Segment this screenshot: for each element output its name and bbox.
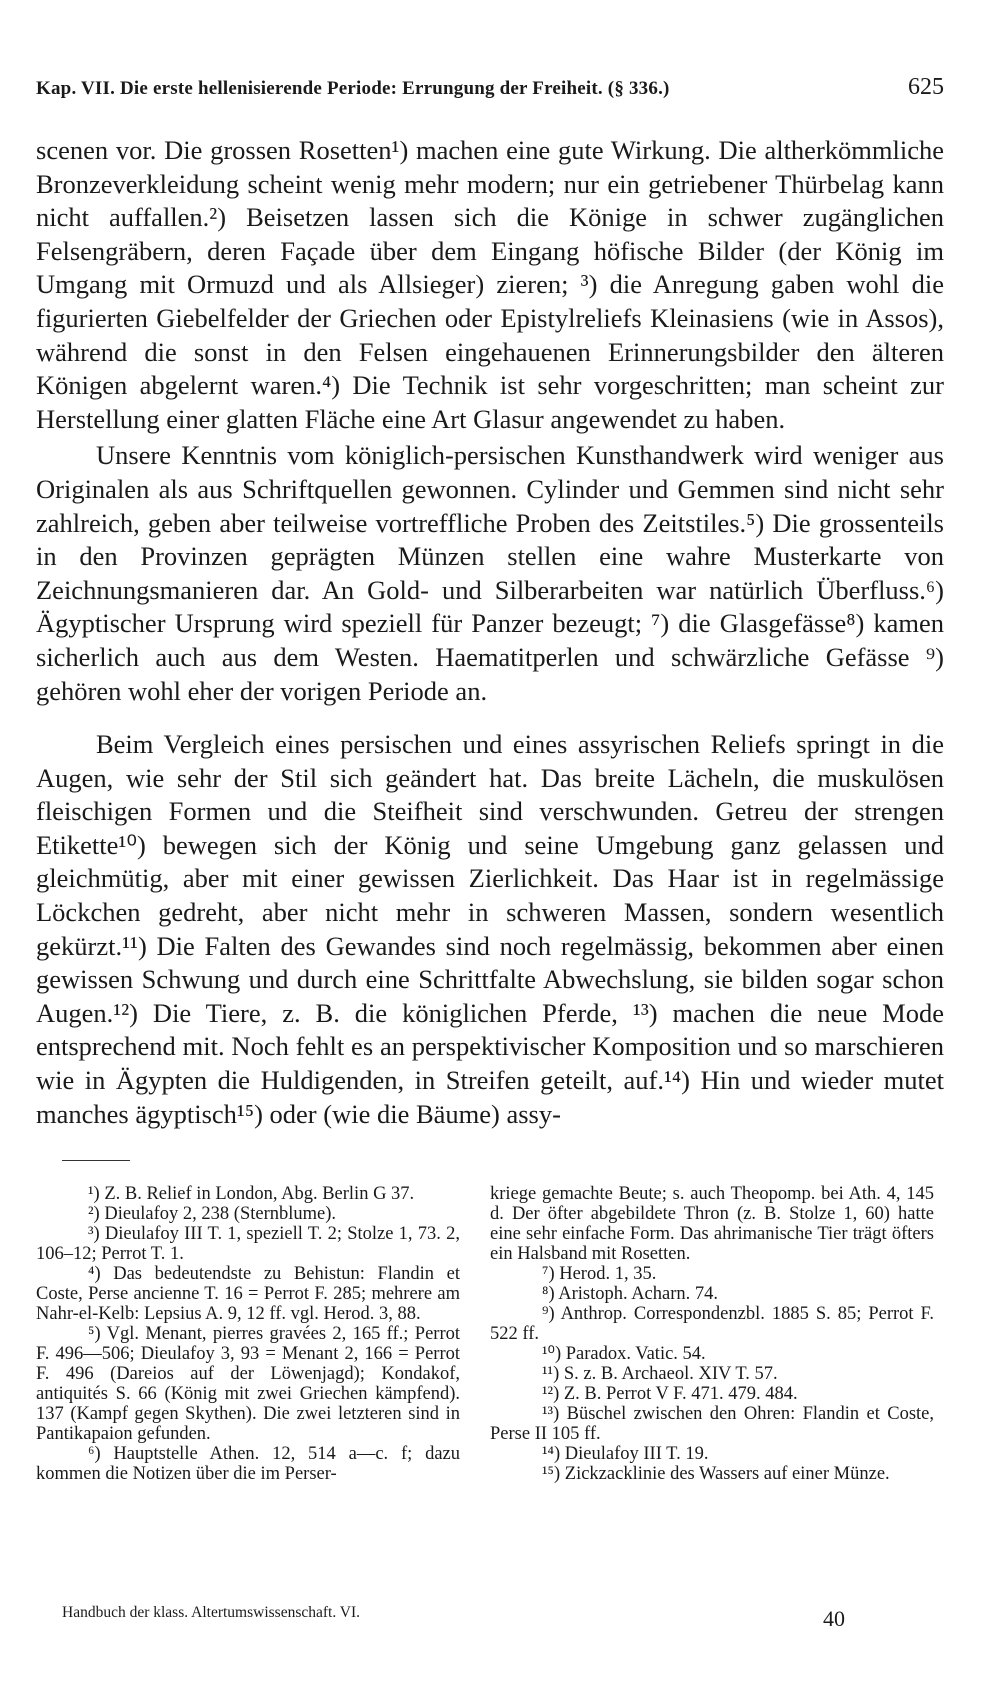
footnote: ¹³) Büschel zwischen den Ohren: Flandin et Coste, Perse II 105 ff.: [490, 1404, 934, 1444]
main-text: [36, 134, 944, 1131]
footnote: ¹¹) S. z. B. Archaeol. XIV T. 57.: [542, 1364, 778, 1384]
footnote: ³) Dieulafoy III T. 1, speziell T. 2; Stolze 1, 73. 2, 106–12; Perrot T. 1.: [36, 1224, 460, 1264]
page-number: 625: [908, 74, 944, 100]
signature-mark: 40: [823, 1606, 845, 1631]
running-title: Kap. VII. Die erste hellenisierende Periode: Errungung der Freiheit. (§ 336.): [36, 78, 670, 99]
footnote: ⁷) Herod. 1, 35.: [542, 1264, 657, 1284]
paragraph: Unsere Kenntnis vom königlich-persischen Kunsthandwerk wird weniger aus Originalen als aus Schriftquellen gewonnen. Cylinder und Gemmen sind nicht sehr zahlreich, geben aber teilweise vortreffliche Proben des Zeitstiles.⁵) Die grossenteils in den Provinzen geprägten Münzen stellen eine wahre Musterkarte von Zeichnungsmanieren dar. An Gold- und Silberarbeiten war natürlich Überfluss.⁶) Ägyptischer Ursprung wird speziell für Panzer bezeugt; ⁷) die Glasgefässe⁸) kamen sicherlich auch aus dem Westen. Haematitperlen und schwärzliche Gefässe ⁹) gehören wohl eher der vorigen Periode an.: [36, 440, 944, 706]
paragraph: scenen vor. Die grossen Rosetten¹) machen eine gute Wirkung. Die altherkömmliche Bronzeverkleidung scheint wenig mehr modern; nur ein getriebener Thürbelag kann nicht auffallen.²) Beisetzen lassen sich die Könige in schwer zugänglichen Felsengräbern, deren Façade über dem Eingang höfische Bilder (der König im Umgang mit Ormuzd und als Allsieger) zieren; ³) die Anregung gaben wohl die figurierten Giebelfelder der Griechen oder Epistylreliefs Kleinasiens (wie in Assos), während die sonst in den Felsen eingehauenen Erinnerungsbilder den älteren Königen abgelernt waren.⁴) Die Technik ist sehr vorgeschritten; man scheint zur Herstellung einer glatten Fläche eine Art Glasur angewendet zu haben.: [36, 135, 944, 434]
footnote: ⁵) Vgl. Menant, pierres gravées 2, 165 ff.; Perrot F. 496—506; Dieulafoy 3, 93 = Menant 2, 166 = Perrot F. 496 (Dareios auf der Löwenjagd); Kondakof, antiquités S. 66 (König mit zwei Griechen kämpfend). 137 (Kampf gegen Skythen). Die zwei letzteren sind in Pantikapaion gefunden.: [36, 1324, 460, 1444]
footer-line: Handbuch der klass. Altertumswissenschaft. VI.: [62, 1604, 361, 1621]
footnotes-left-column: [36, 1184, 460, 1484]
footnote: ¹⁰) Paradox. Vatic. 54.: [542, 1344, 706, 1364]
footnote-rule: [62, 1160, 130, 1161]
footnote: ²) Dieulafoy 2, 238 (Sternblume).: [88, 1204, 337, 1224]
footnote: ⁶) Hauptstelle Athen. 12, 514 a—c. f; dazu kommen die Notizen über die im Perser-: [36, 1444, 460, 1484]
footnote: ¹⁵) Zickzacklinie des Wassers auf einer Münze.: [542, 1464, 890, 1484]
footnote: ¹²) Z. B. Perrot V F. 471. 479. 484.: [542, 1384, 798, 1404]
footnote: ¹) Z. B. Relief in London, Abg. Berlin G 37.: [88, 1184, 415, 1204]
paragraph: Beim Vergleich eines persischen und eines assyrischen Reliefs springt in die Augen, wie sehr der Stil sich geändert hat. Das breite Lächeln, die muskulösen fleischigen Formen und die Steifheit sind verschwunden. Getreu der strengen Etikette¹⁰) bewegen sich der König und seine Umgebung ganz gelassen und gleichmütig, aber mit einer gewissen Zierlichkeit. Das Haar ist in regelmässige Löckchen gedreht, aber nicht mehr in schweren Massen, sondern wesentlich gekürzt.¹¹) Die Falten des Gewandes sind noch regelmässig, bekommen aber einen gewissen Schwung und durch eine Schrittfalte Abwechslung, sie bilden sogar schon Augen.¹²) Die Tiere, z. B. die königlichen Pferde, ¹³) machen die neue Mode entsprechend mit. Noch fehlt es an perspektivischer Komposition und so marschieren wie in Ägypten die Huldigenden, in Streifen geteilt, auf.¹⁴) Hin und wieder mutet manches ägyptisch¹⁵) oder (wie die Bäume) assy-: [36, 729, 944, 1129]
footnote: ⁹) Anthrop. Correspondenzbl. 1885 S. 85; Perrot F. 522 ff.: [490, 1304, 934, 1344]
footnote: ¹⁴) Dieulafoy III T. 19.: [542, 1444, 709, 1464]
footnote: ⁴) Das bedeutendste zu Behistun: Flandin et Coste, Perse ancienne T. 16 = Perrot F. 285; mehrere am Nahr-el-Kelb: Lepsius A. 9, 12 ff. vgl. Herod. 3, 88.: [36, 1264, 460, 1324]
running-header: [36, 70, 944, 104]
footnote-continuation: kriege gemachte Beute; s. auch Theopomp. bei Ath. 4, 145 d. Der öfter abgebildete Thron (z. B. Stolze 1, 60) hatte eine sehr einfache Form. Das ahrimanische Tier trägt öfters ein Halsband mit Rosetten.: [490, 1184, 934, 1264]
footnotes-right-column: [490, 1184, 934, 1484]
footnote: ⁸) Aristoph. Acharn. 74.: [542, 1284, 719, 1304]
